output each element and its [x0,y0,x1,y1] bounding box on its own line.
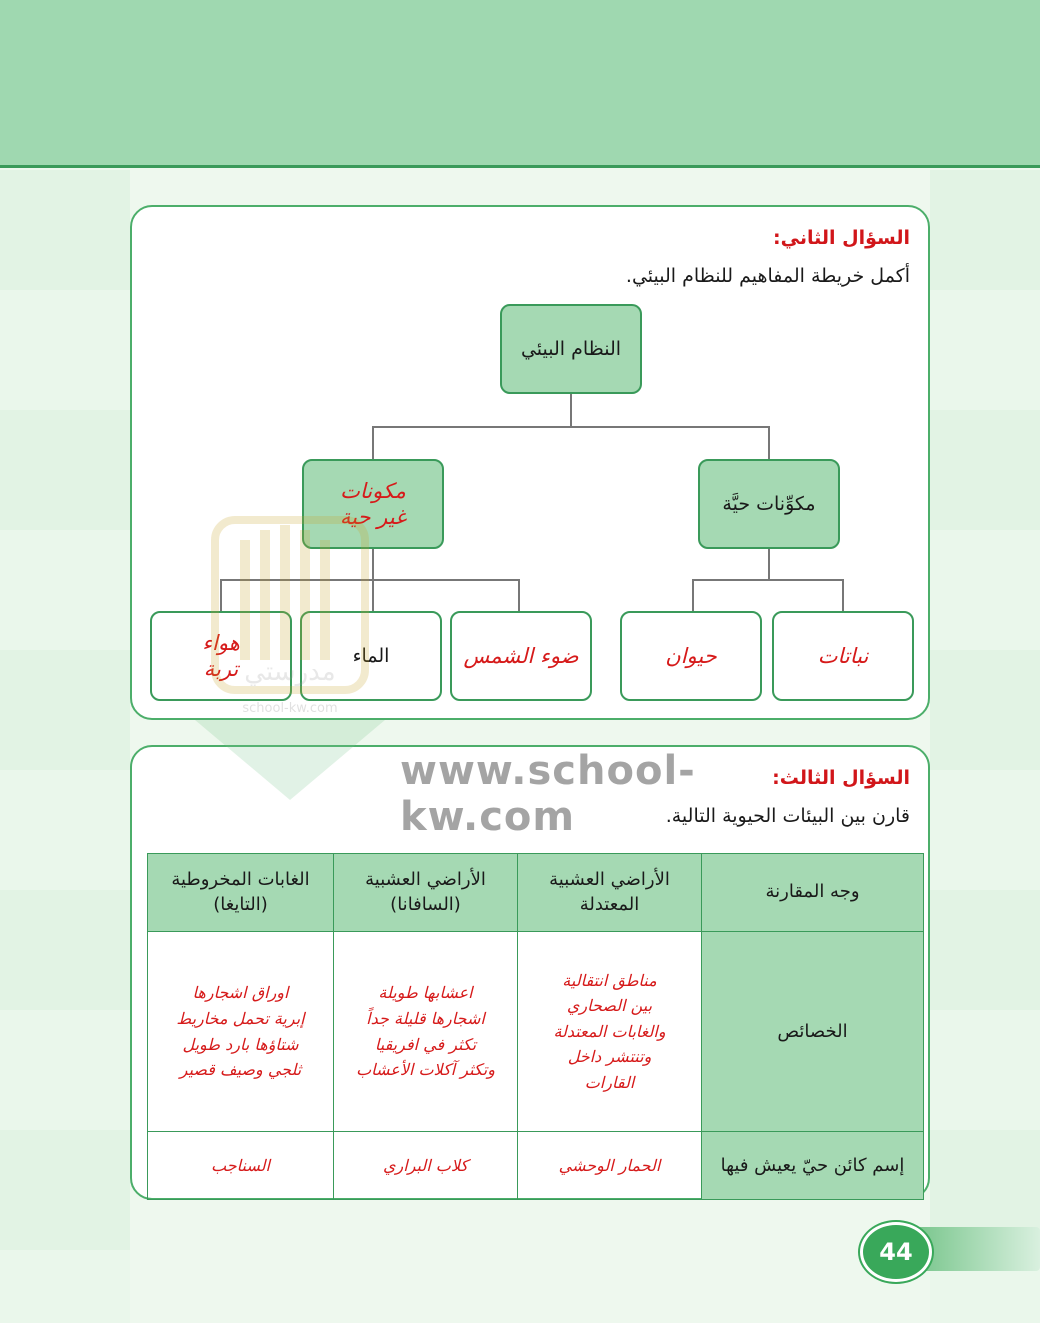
connector-living-h [692,579,844,581]
connector-plant-down [842,579,844,611]
header-savanna-line1: الأراضي العشبية [365,869,486,891]
concept-leaf-plants [772,611,914,701]
answer-line: بين الصحاري [566,996,653,1016]
header-temperate-line2: المعتدلة [579,893,640,915]
connector-left-down [372,426,374,461]
concept-leaf-animal [620,611,762,701]
connector-sun-down [518,579,520,611]
watermark-logo-url: school-kw.com [242,701,338,716]
decorative-border-right [930,170,1040,1323]
concept-root-node [500,304,642,394]
connector-branch-h [372,426,770,428]
header-temperate-line1: الأراضي العشبية [549,869,670,891]
concept-leaf-sunlight [450,611,592,701]
answer-line: إبرية تحمل مخاريط [176,1008,305,1028]
question-three-instruction: قارن بين البيئات الحيوية التالية. [665,805,910,827]
characteristics-label-cell [702,932,924,1132]
header-taiga-line1: الغابات المخروطية [171,869,310,891]
leaf-water-label: الماء [352,645,390,667]
question-two-instruction: أكمل خريطة المفاهيم للنظام البيئي. [625,265,910,287]
answer-line: القارات [584,1072,635,1092]
connector-right-down [768,426,770,461]
answer-line: اوراق اشجارها [192,983,289,1003]
nonliving-line1: مكونات [340,478,406,503]
header-temperate [518,854,702,932]
header-savanna-line2: (السافانا) [390,893,461,915]
table-header-row [148,854,924,932]
leaf-sunlight-label: ضوء الشمس [463,643,579,668]
decorative-border-left [0,170,130,1323]
header-taiga-line2: (التايغا) [213,893,268,915]
header-aspect [702,854,924,932]
leaf-air-line1: هواء [202,630,240,655]
answer-line: مناطق انتقالية [562,970,657,990]
header-taiga [148,854,334,932]
answer-line: تكثر في افريقيا [374,1034,477,1054]
answer-line: وتكثر آكلات الأعشاب [356,1060,495,1080]
answer-line: شتاؤها بارد طويل [182,1034,299,1054]
question-three-title: السؤال الثالث: [772,767,910,789]
header-savanna [334,854,518,932]
organism-temperate-answer: الحمار الوحشي [558,1155,661,1175]
page-number [860,1222,932,1282]
organism-savanna-answer: كلاب البراري [383,1155,468,1175]
table-row-characteristics [148,932,924,1132]
page-number-label: 44 [879,1238,913,1266]
organism-label-cell [702,1132,924,1200]
answer-line: ثلجي وصيف قصير [179,1060,302,1080]
connector-living-down [768,547,770,579]
characteristics-label: الخصائص [777,1021,848,1042]
leaf-soil-line2: تربة [203,657,239,681]
answer-line: اعشابها طويلة [378,983,473,1003]
organism-label: إسم كائن حيّ يعيش فيها [720,1155,905,1176]
watermark-url: www.school-kw.com [400,748,696,840]
organism-temperate [518,1132,702,1200]
characteristics-savanna [334,932,518,1132]
concept-root-label: النظام البيئي [520,338,622,360]
answer-line: وتنتشر داخل [567,1047,652,1067]
concept-living-label: مكوِّنات حيَّة [722,493,816,515]
table-row-organism [148,1132,924,1200]
connector-root-down [570,394,572,426]
answer-line: والغابات المعتدلة [553,1021,666,1041]
leaf-animal-label: حيوان [665,643,717,668]
page-number-bar [920,1227,1040,1271]
question-two-title: السؤال الثاني: [773,227,910,249]
characteristics-taiga [148,932,334,1132]
nonliving-line2: غير حية [339,505,407,529]
organism-taiga [148,1132,334,1200]
organism-taiga-answer: السناجب [211,1155,270,1175]
characteristics-temperate [518,932,702,1132]
header-aspect-label: وجه المقارنة [765,881,860,903]
watermark-logo-text: مدرستي [244,657,336,687]
leaf-plants-label: نباتات [817,643,869,668]
connector-animal-down [692,579,694,611]
watermark-logo [195,500,385,800]
comparison-table [147,853,924,1200]
concept-living-node [698,459,840,549]
header-band [0,0,1040,168]
answer-line: اشجارها قليلة جداً [366,1008,485,1028]
organism-savanna [334,1132,518,1200]
